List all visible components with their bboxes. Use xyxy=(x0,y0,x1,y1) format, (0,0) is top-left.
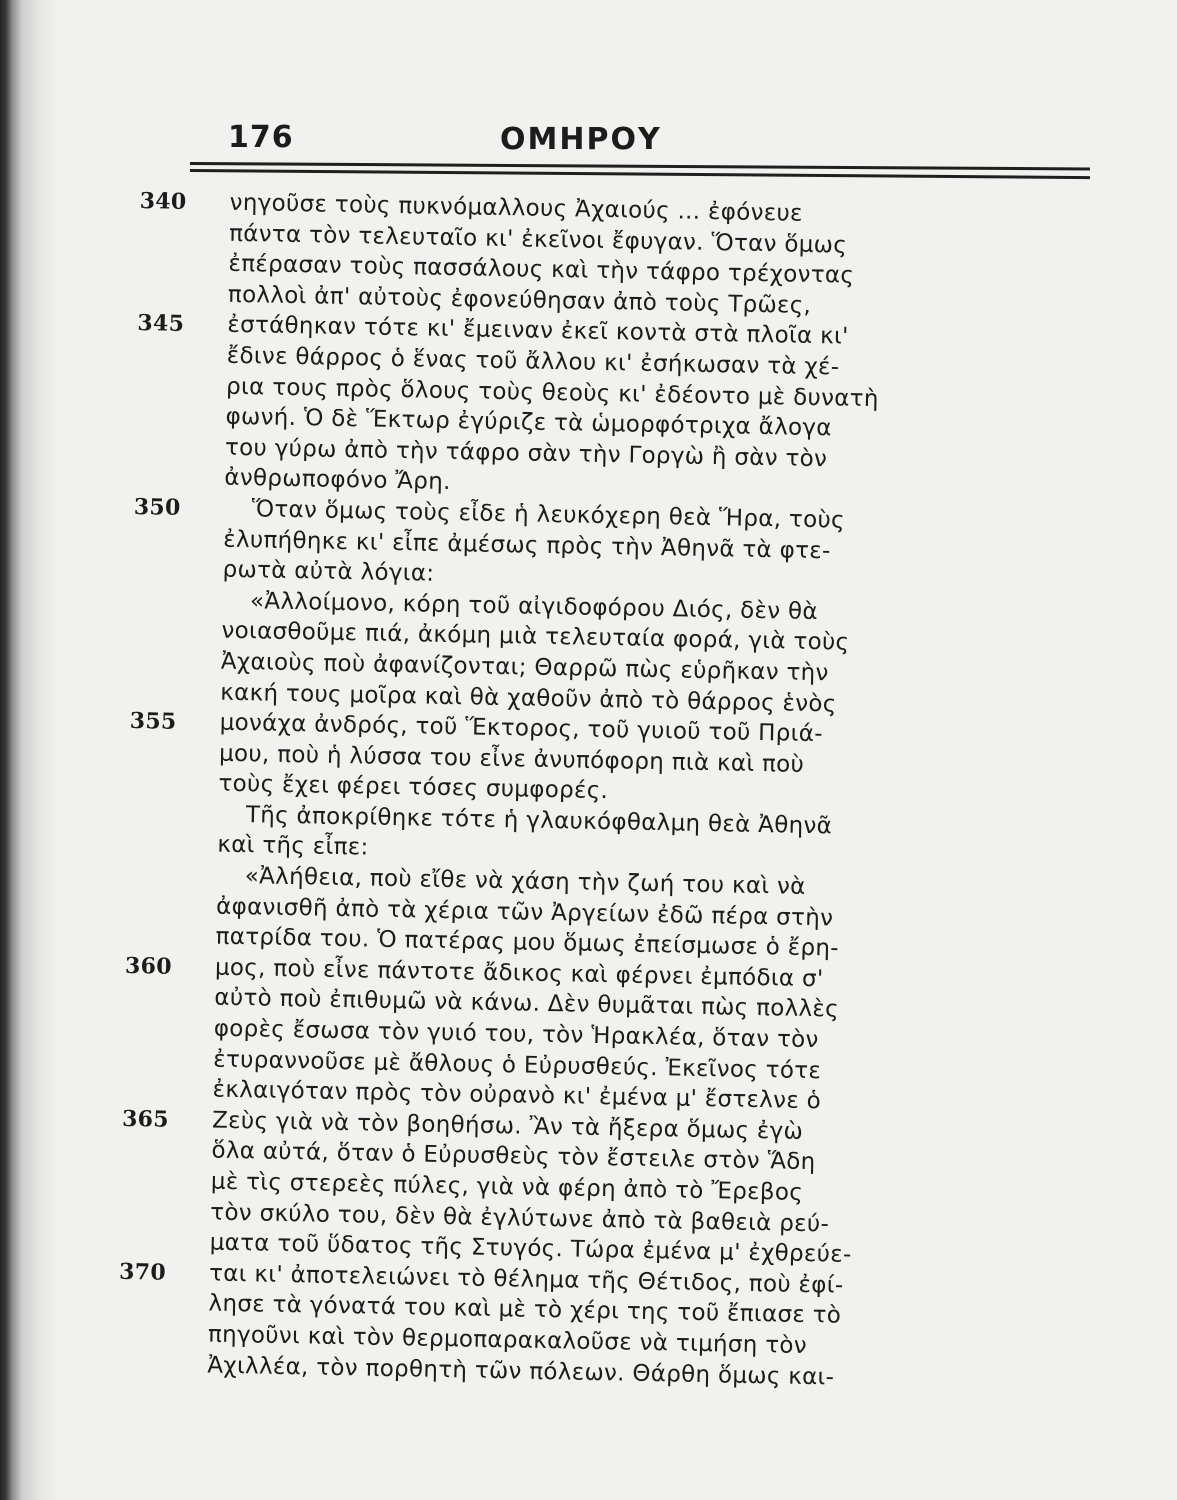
running-head: ΟΜΗΡΟΥ xyxy=(500,122,662,157)
body-text xyxy=(117,186,1070,1397)
line-text: πατρίδα του. Ὁ πατέρας μου ὅμως ἐπείσμωσε ὁ ἔρη- xyxy=(215,923,840,962)
line-text: μὲ τὶς στερεὲς πύλες, γιὰ νὰ φέρη ἀπὸ τὸ Ἔρεβος xyxy=(210,1168,804,1206)
line-text: ὅλα αὐτά, ὅταν ὁ Εὐρυσθεὺς τὸν ἔστειλε στὸν Ἅδη xyxy=(211,1137,816,1176)
line-text: μονάχα ἀνδρός, τοῦ Ἕκτορος, τοῦ γυιοῦ τοῦ Πριά- xyxy=(219,709,824,748)
line-text: πάντα τὸν τελευταῖο κι' ἐκεῖνοι ἔφυγαν. Ὅταν ὅμως xyxy=(228,220,848,259)
line-text: τοὺς ἔχει φέρει τόσες συμφορές. xyxy=(218,770,609,805)
line-text: ἐκλαιγόταν πρὸς τὸν οὐρανὸ κι' ἐμένα μ' ἔστελνε ὁ xyxy=(212,1076,822,1115)
line-text: ται κι' ἀποτελειώνει τὸ θέλημα τῆς Θέτιδος, ποὺ ἐφί- xyxy=(208,1260,844,1299)
line-text: αὐτὸ ποὺ ἐπιθυμῶ νὰ κάνω. Δὲν θυμᾶται πὼς πολλὲς xyxy=(214,985,840,1024)
line-text: νοιασθοῦμε πιά, ἀκόμη μιὰ τελευταία φορά, γιὰ τοὺς xyxy=(221,617,850,657)
line-number: 340 xyxy=(139,187,187,215)
line-text: ἀφανισθῆ ἀπὸ τὰ χέρια τῶν Ἀργείων ἐδῶ πέρα στὴν xyxy=(215,893,834,932)
page-binding-edge xyxy=(0,0,58,1500)
line-number: 360 xyxy=(124,952,173,980)
line-number: 370 xyxy=(118,1258,167,1286)
line-text: Τῆς ἀποκρίθηκε τότε ἡ γλαυκόφθαλμη θεὰ Ἀθηνᾶ xyxy=(245,802,833,840)
line-text: τὸν σκύλο του, δὲν θὰ ἐγλύτωνε ἀπὸ τὰ βαθειὰ ρεύ- xyxy=(210,1199,830,1238)
line-text: ρωτὰ αὐτὰ λόγια: xyxy=(222,556,435,587)
line-text: φορὲς ἔσωσα τὸν γυιό του, τὸν Ἡρακλέα, ὅταν τὸν xyxy=(213,1015,819,1054)
line-text: πηγοῦνι καὶ τὸν θερμοπαρακαλοῦσε νὰ τιμήση τὸν xyxy=(207,1321,808,1359)
line-text: ματα τοῦ ὕδατος τῆς Στυγός. Τώρα ἐμένα μ' ἐχθρεύε- xyxy=(209,1229,852,1269)
page-number: 176 xyxy=(228,120,294,155)
line-text: μος, ποὺ εἶνε πάντοτε ἄδικος καὶ φέρνει ἐμπόδια σ' xyxy=(214,954,824,993)
line-number: 355 xyxy=(129,707,177,735)
line-text: ρια τους πρὸς ὅλους τοὺς θεοὺς κι' ἐδέοντο μὲ δυνατὴ xyxy=(225,373,879,412)
line-text: Ἀχιλλέα, τὸν πορθητὴ τῶν πόλεων. Θάρθη ὅμως και- xyxy=(207,1352,835,1391)
line-text: Ὅταν ὅμως τοὺς εἶδε ἡ λευκόχερη θεὰ Ἥρα, τοὺς xyxy=(251,496,846,534)
line-text: ἐτυραννοῦσε μὲ ἄθλους ὁ Εὐρυσθεύς. Ἐκεῖνος τότε xyxy=(213,1046,822,1084)
line-text: ἔδινε θάρρος ὁ ἕνας τοῦ ἄλλου κι' ἐσήκωσαν τὰ χέ- xyxy=(226,342,840,381)
line-text: Ἀχαιοὺς ποὺ ἀφανίζονται; Θαρρῶ πὼς εὑρῆκαν τὴν xyxy=(220,648,829,687)
line-number: 345 xyxy=(137,310,185,338)
line-text: λησε τὰ γόνατά του καὶ μὲ τὸ χέρι της τοῦ ἔπιασε τὸ xyxy=(208,1290,842,1330)
line-text: του γύρω ἀπὸ τὴν τάφρο σὰν τὴν Γοργὼ ἢ σὰν τὸν xyxy=(224,434,828,472)
line-text: κακή τους μοῖρα καὶ θὰ χαθοῦν ἀπὸ τὸ θάρρος ἑνὸς xyxy=(220,679,837,717)
line-text: ἀνθρωποφόνο Ἄρη. xyxy=(224,465,451,496)
line-text: ἐπέρασαν τοὺς πασσάλους καὶ τὴν τάφρο τρέχοντας xyxy=(228,250,855,289)
page-header xyxy=(190,112,1090,172)
line-text: μου, ποὺ ἡ λύσσα του εἶνε ἀνυπόφορη πιὰ καὶ ποὺ xyxy=(218,740,805,778)
line-text: φωνή. Ὁ δὲ Ἕκτωρ ἐγύριζε τὰ ὡμορφότριχα ἄλογα xyxy=(225,403,832,442)
line-text: καὶ τῆς εἶπε: xyxy=(217,832,369,861)
line-text: ἐλυπήθηκε κι' εἶπε ἀμέσως πρὸς τὴν Ἀθηνᾶ τὰ φτε- xyxy=(222,526,831,564)
line-text: «Ἀλλοίμονο, κόρη τοῦ αἰγιδοφόρου Διός, δὲν θὰ xyxy=(249,587,819,625)
header-rule-bottom xyxy=(190,169,1090,179)
line-text: ἐστάθηκαν τότε κι' ἔμειναν ἐκεῖ κοντὰ στὰ πλοῖα κι' xyxy=(227,312,849,351)
line-text: «Ἀλήθεια, ποὺ εἴθε νὰ χάση τὴν ζωή του καὶ νὰ xyxy=(244,863,806,900)
line-number: 350 xyxy=(133,493,181,521)
line-number: 365 xyxy=(121,1105,170,1133)
line-text: Ζεὺς γιὰ νὰ τὸν βοηθήσω. Ἂν τὰ ἤξερα ὅμως ἐγὼ xyxy=(211,1107,804,1145)
line-text: πολλοὶ ἀπ' αὐτοὺς ἐφονεύθησαν ἀπὸ τοὺς Τρῶες, xyxy=(227,281,812,319)
line-text: νηγοῦσε τοὺς πυκνόμαλλους Ἀχαιούς ... ἐφόνευε xyxy=(229,189,804,227)
